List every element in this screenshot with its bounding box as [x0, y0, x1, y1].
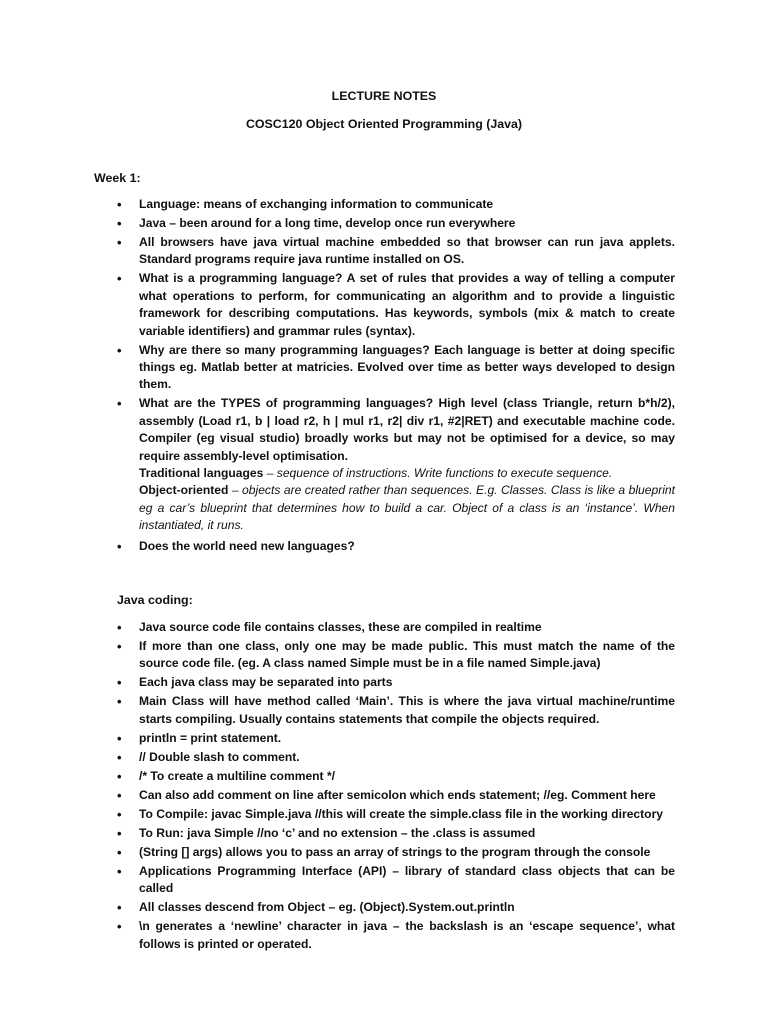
- page-subtitle: COSC120 Object Oriented Programming (Java): [245, 117, 523, 131]
- list-item: • Can also add comment on line after semicolon which ends statement; //eg. Comment here: [139, 787, 675, 804]
- list-item: • All browsers have java virtual machine embedded so that browser can run java applets. Standard programs require java runtime installed on OS.: [139, 234, 675, 269]
- java-coding-heading: Java coding:: [117, 593, 193, 607]
- list-item: • Each java class may be separated into parts: [139, 674, 675, 691]
- list-item: • (String [] args) allows you to pass an array of strings to the program through the console: [139, 844, 675, 861]
- traditional-languages-desc: – sequence of instructions. Write functions to execute sequence.: [263, 466, 613, 481]
- list-item: • \n generates a ‘newline’ character in java – the backslash is an ‘escape sequence’, what follows is printed or operated.: [139, 918, 675, 953]
- list-item: • Does the world need new languages?: [139, 538, 675, 555]
- list-item: • To Run: java Simple //no ‘c’ and no extension – the .class is assumed: [139, 825, 675, 842]
- list-item: • Why are there so many programming languages? Each language is better at doing specific things eg. Matlab better at matricies. Evolved over time as better ways developed to design them.: [139, 342, 675, 394]
- object-oriented-note: [139, 482, 675, 534]
- list-item: • /* To create a multiline comment */: [139, 768, 675, 785]
- list-item: • If more than one class, only one may be made public. This must match the name of the source code file. (eg. A class named Simple must be in a file named Simple.java): [139, 638, 675, 673]
- list-item: • To Compile: javac Simple.java //this will create the simple.class file in the working directory: [139, 806, 675, 823]
- traditional-languages-note: [139, 465, 675, 482]
- week1-heading: Week 1:: [94, 171, 141, 185]
- list-item: • Applications Programming Interface (API) – library of standard class objects that can be called: [139, 863, 675, 898]
- week1-list: [139, 196, 675, 557]
- traditional-languages-term: Traditional languages: [139, 466, 264, 481]
- list-item: • What is a programming language? A set of rules that provides a way of telling a computer what operations to perform, for communicating an algorithm and to provide a linguistic framework for describing computations. Has keywords, symbols (mix & match to create variable identifiers) and grammar rules (syntax).: [139, 270, 675, 340]
- object-oriented-term: Object-oriented: [139, 483, 229, 498]
- list-item: • All classes descend from Object – eg. (Object).System.out.println: [139, 899, 675, 916]
- list-item: • Java – been around for a long time, develop once run everywhere: [139, 215, 675, 232]
- object-oriented-desc: – objects are created rather than sequences. E.g. Classes. Class is like a blueprint eg a car’s blueprint that determines how to build a car. Object of a class is an ‘instance’. When instantiated, it runs.: [139, 483, 675, 533]
- list-item: • println = print statement.: [139, 730, 675, 747]
- list-item: • Main Class will have method called ‘Main’. This is where the java virtual machine/runtime starts compiling. Usually contains statements that compile the objects required.: [139, 693, 675, 728]
- java-coding-list: [139, 619, 675, 955]
- list-item: • What are the TYPES of programming languages? High level (class Triangle, return b*h/2), assembly (Load r1, b | load r2, h | mul r1, r2| div r1, #2|RET) and executable machine code. Compiler (eg visual studio) broadly works but may not be optimised for a device, so may require assembly-level optimisation.: [139, 395, 675, 465]
- list-item: • Java source code file contains classes, these are compiled in realtime: [139, 619, 675, 636]
- page-title: LECTURE NOTES: [331, 89, 437, 103]
- list-item: • Language: means of exchanging information to communicate: [139, 196, 675, 213]
- list-item: • // Double slash to comment.: [139, 749, 675, 766]
